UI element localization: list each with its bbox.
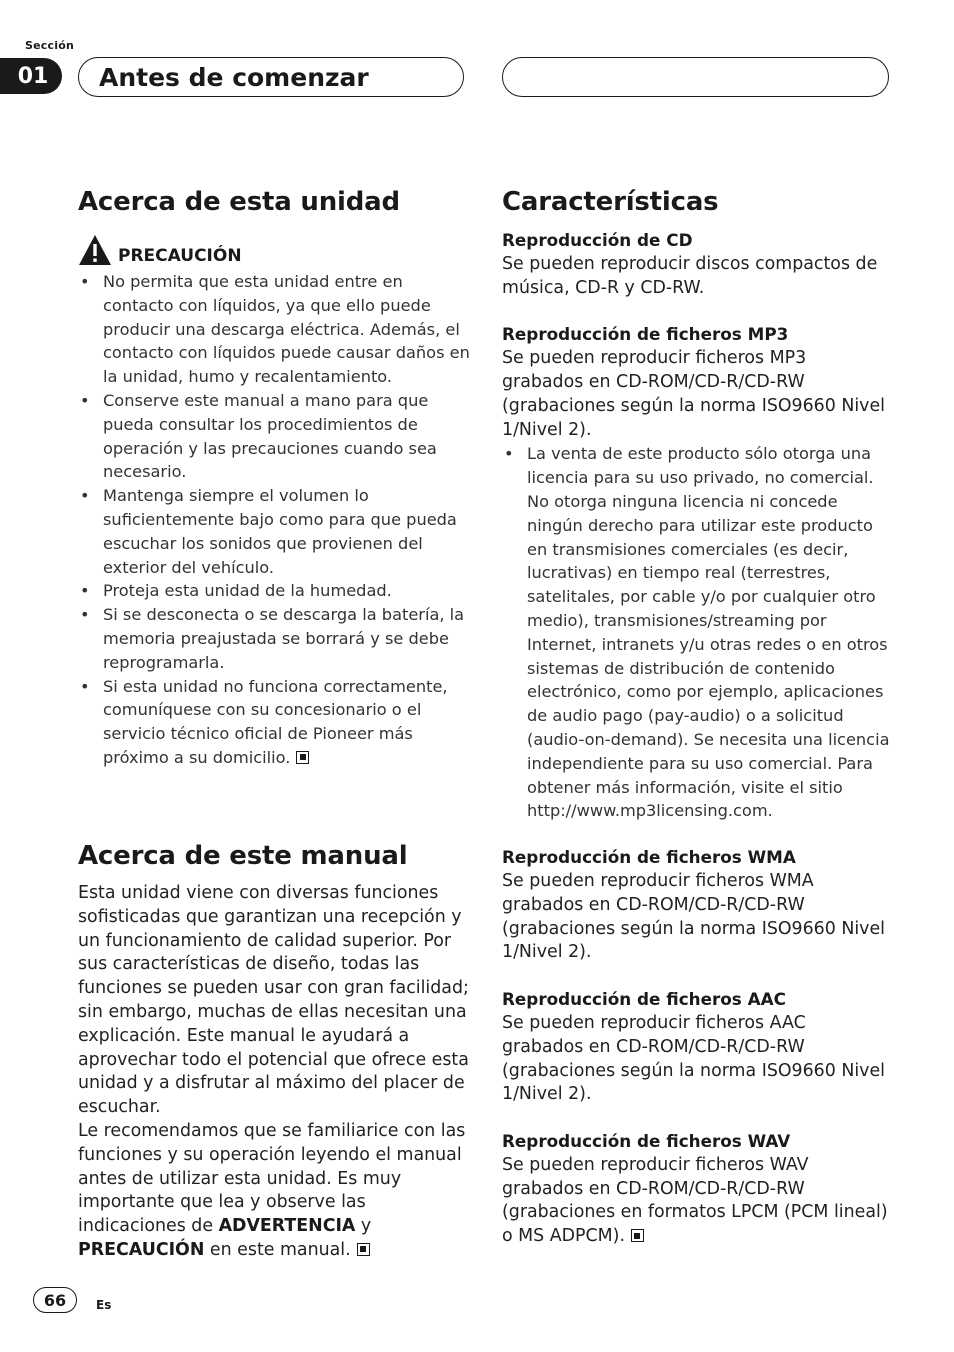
end-mark-icon — [631, 1229, 644, 1242]
manual-text-pre: Le recomendamos que se familiarice con las funciones y su operación leyendo el manual antes de utilizar esta unidad. Es muy importante que lea y observe las indicaciones de — [78, 1120, 466, 1237]
precaucion-bold: PRECAUCIÓN — [78, 1239, 205, 1260]
caution-item: • Proteja esta unidad de la humedad. — [78, 579, 470, 603]
wav-paragraph — [502, 1154, 892, 1249]
section-number-tab: 01 — [0, 58, 62, 94]
cd-title: Reproducción de CD — [502, 230, 693, 250]
aac-text: Se pueden reproducir ficheros AAC grabados en CD-ROM/CD-R/CD-RW (grabaciones según la norma ISO9660 Nivel 1/Nivel 2). — [502, 1012, 885, 1105]
unit-heading: Acerca de esta unidad — [78, 187, 400, 217]
mp3-title: Reproducción de ficheros MP3 — [502, 324, 789, 345]
wav-text: Se pueden reproducir ficheros WAV grabados en CD-ROM/CD-R/CD-RW (grabaciones en formatos LPCM (PCM lineal) o MS ADPCM). — [502, 1154, 888, 1247]
aac-title: Reproducción de ficheros AAC — [502, 989, 786, 1010]
manual-section — [78, 840, 470, 1263]
language-code: Es — [96, 1298, 112, 1312]
manual-heading: Acerca de este manual — [78, 841, 408, 871]
caution-item-text: Si esta unidad no funciona correctamente, comuníquese con su concesionario o el servicio técnico oficial de Pioneer más próximo a su domicilio. — [103, 676, 448, 767]
wma-text: Se pueden reproducir ficheros WMA grabados en CD-ROM/CD-R/CD-RW (grabaciones según la norma ISO9660 Nivel 1/Nivel 2). — [502, 870, 885, 963]
manual-paragraph-2 — [78, 1120, 470, 1263]
mp3-bullet: • La venta de este producto sólo otorga una licencia para su uso privado, no comercial. No otorga ninguna licencia ni concede ningún derecho para utilizar este producto en transmisiones comerciales (es decir, lucrativas) en tiempo real (terrestres, satelitales, por cable y/o por cualquier otro medio), transmisiones/streaming por Internet, intranets y/u otras redes o en otros sistemas de distribución de contenido electrónico, como por ejemplo, aplicaciones de audio pago (pay-audio) o a solicitud (audio-on-demand). Se necesita una licencia independiente para su uso comercial. Para obtener más información, visite el sitio http://www.mp3licensing.com. — [502, 442, 892, 823]
wma-title: Reproducción de ficheros WMA — [502, 847, 796, 868]
end-mark-icon — [357, 1243, 370, 1256]
caution-item — [78, 675, 470, 770]
page-number: 66 — [33, 1287, 77, 1313]
manual-text-mid: y — [355, 1216, 372, 1237]
caution-title: PRECAUCIÓN — [118, 246, 242, 266]
caution-item: • Conserve este manual a mano para que pueda consultar los procedimientos de operación y las precauciones cuando sea necesario. — [78, 389, 470, 484]
caution-list — [78, 270, 470, 770]
right-column — [502, 186, 892, 1249]
caution-item: • Si se desconecta o se descarga la batería, la memoria preajustada se borrará y se debe reprogramarla. — [78, 603, 470, 674]
manual-paragraph-1: Esta unidad viene con diversas funciones sofisticadas que garantizan una recepción y un funcionamiento de calidad superior. Por sus características de diseño, todas las funciones se pueden usar con gran facilidad; sin embargo, muchas de ellas necesitan una explicación. Este manual le ayudará a aprovechar todo el potencial que ofrece esta unidad y a disfrutar al máximo del placer de escuchar. — [78, 883, 469, 1118]
caution-header — [78, 234, 470, 266]
advertencia-bold: ADVERTENCIA — [218, 1216, 356, 1237]
features-heading: Características — [502, 187, 719, 217]
end-mark-icon — [296, 751, 309, 764]
cd-text: Se pueden reproducir discos compactos de música, CD-R y CD-RW. — [502, 253, 878, 298]
caution-item: • No permita que esta unidad entre en contacto con líquidos, ya que ello puede producir una descarga eléctrica. Además, el contacto con líquidos puede causar daños en la unidad, humo y recalentamiento. — [78, 270, 470, 389]
manual-text-post: en este manual. — [204, 1239, 351, 1260]
section-label: Sección — [25, 39, 74, 52]
mp3-text: Se pueden reproducir ficheros MP3 grabados en CD-ROM/CD-R/CD-RW (grabaciones según la norma ISO9660 Nivel 1/Nivel 2). — [502, 348, 885, 440]
warning-triangle-icon — [78, 234, 112, 266]
left-column — [78, 186, 470, 770]
header-empty-pill — [502, 57, 889, 97]
section-title: Antes de comenzar — [78, 57, 464, 97]
caution-item: • Mantenga siempre el volumen lo suficientemente bajo como para que pueda escuchar los sonidos que provienen del exterior del vehículo. — [78, 484, 470, 579]
wav-title: Reproducción de ficheros WAV — [502, 1131, 791, 1152]
mp3-bullet-list — [502, 442, 892, 823]
